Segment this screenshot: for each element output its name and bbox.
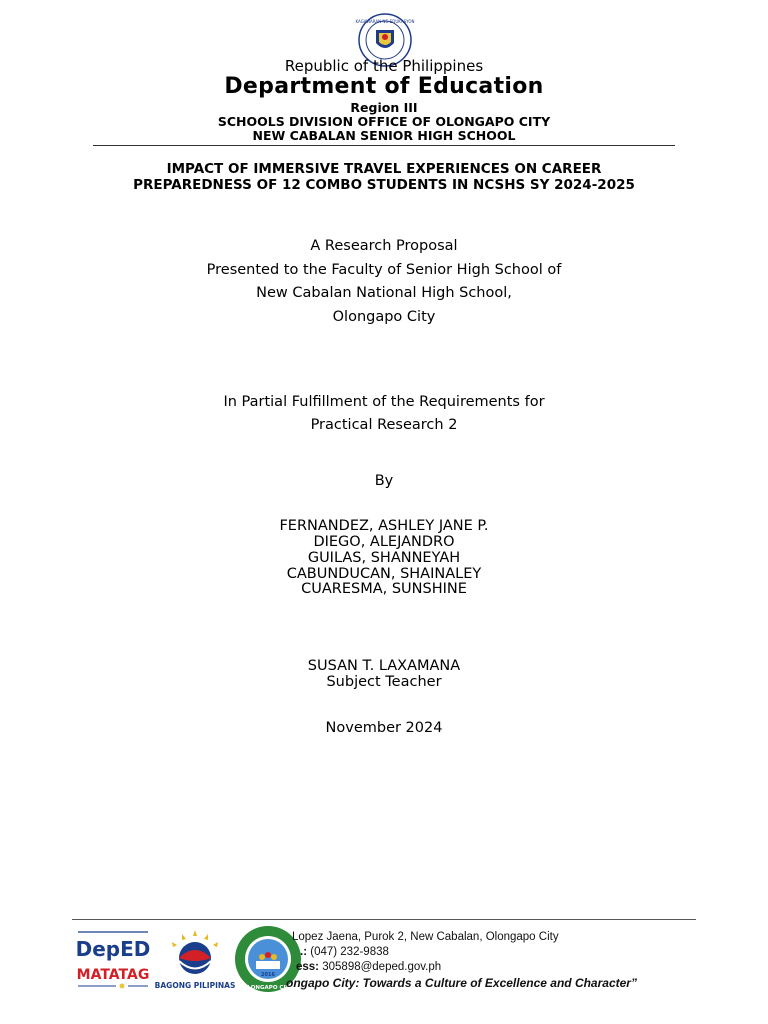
footer-divider bbox=[72, 919, 696, 920]
footer-address-value: Lopez Jaena, Purok 2, New Cabalan, Olongapo City bbox=[292, 931, 559, 943]
author-name: CUARESMA, SUNSHINE bbox=[301, 581, 467, 597]
proposal-line-3: New Cabalan National High School, bbox=[256, 285, 512, 301]
author-name: DIEGO, ALEJANDRO bbox=[313, 534, 455, 550]
author-name: GUILAS, SHANNEYAH bbox=[307, 550, 461, 566]
teacher-role: Subject Teacher bbox=[326, 674, 442, 690]
department-heading: Department of Education bbox=[224, 74, 544, 99]
footer-email-value: 305898@deped.gov.ph bbox=[322, 961, 442, 973]
region-heading: Region III bbox=[350, 100, 418, 115]
bagong-pilipinas-text: BAGONG PILIPINAS bbox=[154, 981, 236, 990]
research-title-line-2: PREPAREDNESS OF 12 COMBO STUDENTS IN NCSHS SY 2024-2025 bbox=[133, 177, 635, 193]
footer-email bbox=[242, 961, 441, 973]
footer-motto-text: ongapo City: Towards a Culture of Excellence and Character” bbox=[286, 976, 637, 990]
footer-tel-value: (047) 232-9838 bbox=[310, 946, 389, 958]
bagong-pilipinas-logo bbox=[154, 928, 236, 992]
school-logo-text: OLONGAPO CITY bbox=[242, 985, 294, 991]
footer-tel-label: .: bbox=[300, 946, 308, 958]
republic-heading: Republic of the Philippines bbox=[284, 57, 484, 75]
matatag-logo-text: MATATAG bbox=[76, 967, 150, 983]
header-divider bbox=[93, 145, 675, 146]
fulfillment-line-2: Practical Research 2 bbox=[310, 417, 458, 433]
footer-telephone bbox=[242, 946, 389, 958]
research-title-line-1: IMPACT OF IMMERSIVE TRAVEL EXPERIENCES ON CAREER bbox=[166, 161, 602, 177]
deped-logo-text: DepED bbox=[75, 937, 151, 961]
fulfillment-line-1: In Partial Fulfillment of the Requirements for bbox=[223, 394, 545, 410]
teacher-name: SUSAN T. LAXAMANA bbox=[307, 658, 461, 674]
school-heading: NEW CABALAN SENIOR HIGH SCHOOL bbox=[252, 128, 516, 143]
seal-text: KAGAWARAN NG EDUKASYON bbox=[355, 19, 415, 24]
author-name: CABUNDUCAN, SHAINALEY bbox=[286, 566, 482, 582]
deped-matatag-logo bbox=[76, 930, 150, 992]
by-label: By bbox=[374, 473, 394, 489]
footer-email-label: ess: bbox=[296, 961, 320, 973]
footer-address bbox=[242, 931, 559, 943]
proposal-line-2: Presented to the Faculty of Senior High School of bbox=[206, 262, 562, 278]
author-name: FERNANDEZ, ASHLEY JANE P. bbox=[279, 518, 489, 534]
division-heading: SCHOOLS DIVISION OFFICE OF OLONGAPO CITY bbox=[217, 114, 551, 129]
school-logo-year: 2016 bbox=[261, 972, 275, 978]
proposal-line-4: Olongapo City bbox=[332, 309, 436, 325]
footer-motto bbox=[242, 976, 637, 990]
proposal-line-1: A Research Proposal bbox=[310, 238, 458, 254]
submission-date: November 2024 bbox=[325, 720, 443, 736]
